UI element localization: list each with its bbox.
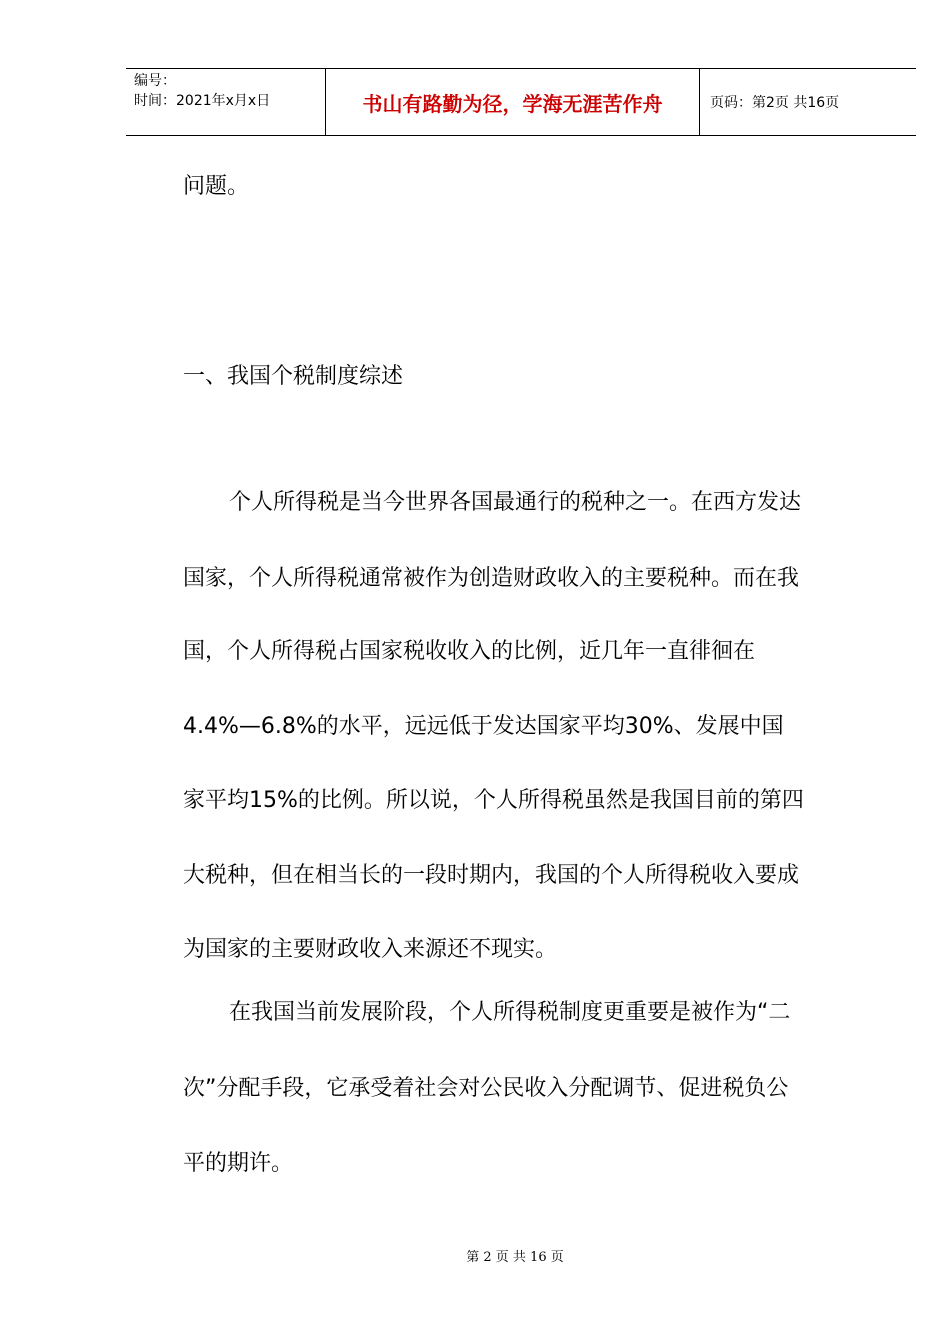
header-meta xyxy=(126,69,326,135)
time-label: 时间：2021年x月x日 xyxy=(134,93,271,109)
paragraph-line: 次”分配手段，它承受着社会对公民收入分配调节、促进税负公 xyxy=(183,1076,789,1101)
paragraph-line: 国家，个人所得税通常被作为创造财政收入的主要税种。而在我 xyxy=(183,566,800,591)
paragraph-line: 家平均15%的比例。所以说，个人所得税虽然是我国目前的第四 xyxy=(183,788,804,813)
page-footer: 第 2 页 共 16 页 xyxy=(466,1250,564,1265)
paragraph-line: 个人所得税是当今世界各国最通行的税种之一。在西方发达 xyxy=(229,490,802,515)
paragraph-line: 为国家的主要财政收入来源还不现实。 xyxy=(183,937,558,962)
paragraph-line: 大税种，但在相当长的一段时期内，我国的个人所得税收入要成 xyxy=(183,863,800,888)
header-page-info: 页码：第2页 共16页 xyxy=(710,95,840,111)
header-motto: 书山有路勤为径，学海无涯苦作舟 xyxy=(326,69,700,135)
paragraph-line: 在我国当前发展阶段，个人所得税制度更重要是被作为“二 xyxy=(229,1000,791,1025)
paragraph-line: 平的期许。 xyxy=(183,1151,294,1176)
page-header xyxy=(126,68,916,136)
paragraph-line: 4.4%—6.8%的水平，远远低于发达国家平均30%、发展中国 xyxy=(183,714,784,739)
section-heading: 一、我国个税制度综述 xyxy=(183,364,404,389)
paragraph-line: 问题。 xyxy=(183,174,250,199)
serial-label: 编号： xyxy=(134,73,176,89)
paragraph-line: 国，个人所得税占国家税收收入的比例，近几年一直徘徊在 xyxy=(183,639,756,664)
